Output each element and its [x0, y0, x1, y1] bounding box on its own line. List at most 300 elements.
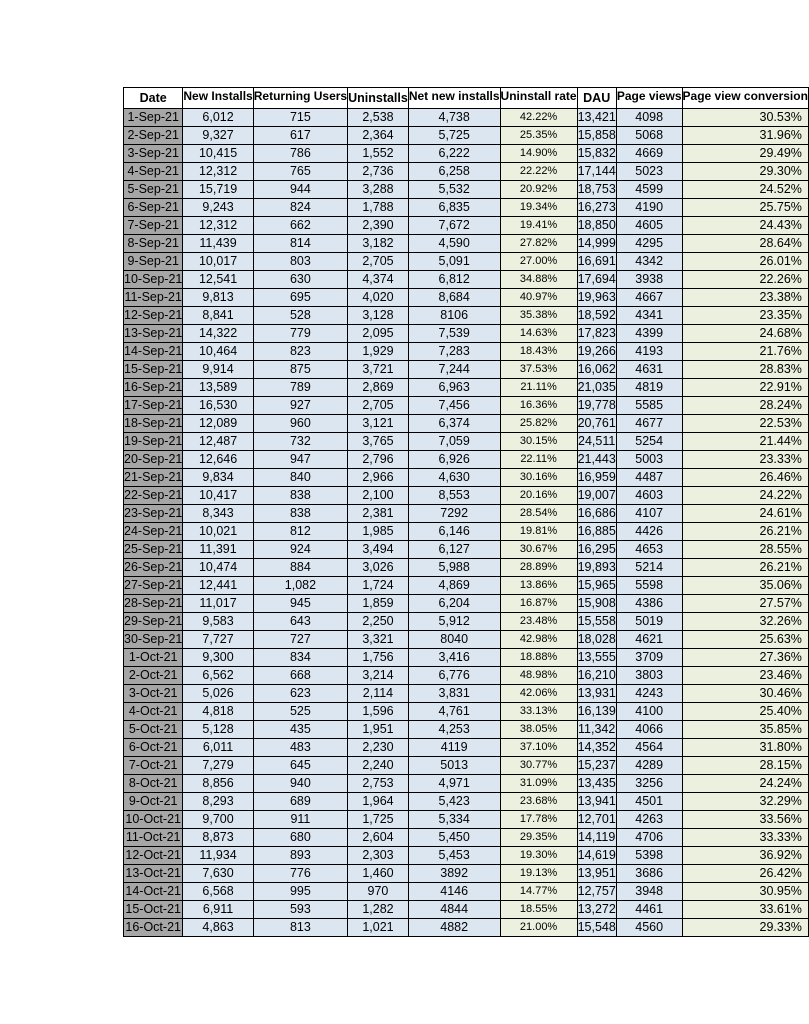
cell-uninstalls[interactable]: 3,321 [348, 631, 409, 649]
cell-returning-users[interactable]: 789 [253, 379, 347, 397]
cell-page-view-conversion[interactable]: 31.80% [682, 739, 808, 757]
cell-dau[interactable]: 14,619 [577, 847, 616, 865]
cell-returning-users[interactable]: 727 [253, 631, 347, 649]
cell-page-views[interactable]: 4599 [616, 181, 682, 199]
cell-date[interactable]: 18-Sep-21 [124, 415, 183, 433]
cell-uninstalls[interactable]: 2,869 [348, 379, 409, 397]
cell-uninstall-rate[interactable]: 19.13% [500, 865, 577, 883]
cell-net-new-installs[interactable]: 5,912 [408, 613, 500, 631]
cell-net-new-installs[interactable]: 6,222 [408, 145, 500, 163]
cell-page-views[interactable]: 4677 [616, 415, 682, 433]
cell-page-views[interactable]: 4564 [616, 739, 682, 757]
cell-date[interactable]: 15-Oct-21 [124, 901, 183, 919]
cell-page-view-conversion[interactable]: 25.75% [682, 199, 808, 217]
cell-returning-users[interactable]: 715 [253, 109, 347, 127]
cell-date[interactable]: 11-Sep-21 [124, 289, 183, 307]
cell-dau[interactable]: 14,352 [577, 739, 616, 757]
cell-new-installs[interactable]: 6,568 [183, 883, 253, 901]
cell-page-views[interactable]: 4560 [616, 919, 682, 937]
cell-uninstall-rate[interactable]: 35.38% [500, 307, 577, 325]
cell-uninstall-rate[interactable]: 38.05% [500, 721, 577, 739]
cell-uninstall-rate[interactable]: 17.78% [500, 811, 577, 829]
cell-uninstalls[interactable]: 1,021 [348, 919, 409, 937]
cell-uninstalls[interactable]: 4,020 [348, 289, 409, 307]
cell-date[interactable]: 30-Sep-21 [124, 631, 183, 649]
cell-net-new-installs[interactable]: 6,204 [408, 595, 500, 613]
cell-returning-users[interactable]: 940 [253, 775, 347, 793]
cell-page-view-conversion[interactable]: 23.33% [682, 451, 808, 469]
cell-net-new-installs[interactable]: 4,761 [408, 703, 500, 721]
cell-returning-users[interactable]: 623 [253, 685, 347, 703]
cell-new-installs[interactable]: 11,017 [183, 595, 253, 613]
cell-net-new-installs[interactable]: 7,672 [408, 217, 500, 235]
cell-dau[interactable]: 12,701 [577, 811, 616, 829]
cell-returning-users[interactable]: 911 [253, 811, 347, 829]
cell-new-installs[interactable]: 5,026 [183, 685, 253, 703]
cell-uninstalls[interactable]: 1,859 [348, 595, 409, 613]
cell-page-view-conversion[interactable]: 26.01% [682, 253, 808, 271]
cell-uninstalls[interactable]: 3,128 [348, 307, 409, 325]
cell-uninstalls[interactable]: 1,756 [348, 649, 409, 667]
cell-uninstall-rate[interactable]: 30.15% [500, 433, 577, 451]
cell-returning-users[interactable]: 786 [253, 145, 347, 163]
cell-dau[interactable]: 16,959 [577, 469, 616, 487]
cell-new-installs[interactable]: 10,017 [183, 253, 253, 271]
cell-page-view-conversion[interactable]: 25.40% [682, 703, 808, 721]
cell-page-view-conversion[interactable]: 21.44% [682, 433, 808, 451]
cell-page-views[interactable]: 5019 [616, 613, 682, 631]
header-dau[interactable]: DAU [577, 88, 616, 109]
cell-page-views[interactable]: 4341 [616, 307, 682, 325]
cell-dau[interactable]: 15,965 [577, 577, 616, 595]
cell-uninstalls[interactable]: 1,929 [348, 343, 409, 361]
cell-new-installs[interactable]: 4,818 [183, 703, 253, 721]
cell-returning-users[interactable]: 960 [253, 415, 347, 433]
cell-returning-users[interactable]: 944 [253, 181, 347, 199]
cell-page-view-conversion[interactable]: 24.43% [682, 217, 808, 235]
cell-new-installs[interactable]: 7,630 [183, 865, 253, 883]
cell-date[interactable]: 14-Sep-21 [124, 343, 183, 361]
cell-page-views[interactable]: 3686 [616, 865, 682, 883]
cell-returning-users[interactable]: 812 [253, 523, 347, 541]
cell-returning-users[interactable]: 814 [253, 235, 347, 253]
cell-page-view-conversion[interactable]: 23.35% [682, 307, 808, 325]
cell-new-installs[interactable]: 8,856 [183, 775, 253, 793]
cell-net-new-installs[interactable]: 4119 [408, 739, 500, 757]
cell-uninstall-rate[interactable]: 23.68% [500, 793, 577, 811]
cell-returning-users[interactable]: 823 [253, 343, 347, 361]
cell-new-installs[interactable]: 9,583 [183, 613, 253, 631]
cell-date[interactable]: 19-Sep-21 [124, 433, 183, 451]
cell-returning-users[interactable]: 824 [253, 199, 347, 217]
cell-new-installs[interactable]: 6,011 [183, 739, 253, 757]
cell-uninstall-rate[interactable]: 14.77% [500, 883, 577, 901]
header-uninstall-rate[interactable]: Uninstall rate [500, 88, 577, 109]
cell-page-views[interactable]: 4653 [616, 541, 682, 559]
cell-uninstall-rate[interactable]: 42.98% [500, 631, 577, 649]
cell-date[interactable]: 10-Sep-21 [124, 271, 183, 289]
header-page-views[interactable]: Page views [616, 88, 682, 109]
cell-net-new-installs[interactable]: 6,146 [408, 523, 500, 541]
cell-page-views[interactable]: 4603 [616, 487, 682, 505]
cell-page-views[interactable]: 5023 [616, 163, 682, 181]
cell-page-views[interactable]: 4190 [616, 199, 682, 217]
cell-dau[interactable]: 16,210 [577, 667, 616, 685]
cell-dau[interactable]: 21,035 [577, 379, 616, 397]
cell-uninstall-rate[interactable]: 33.13% [500, 703, 577, 721]
cell-dau[interactable]: 11,342 [577, 721, 616, 739]
cell-dau[interactable]: 12,757 [577, 883, 616, 901]
cell-uninstall-rate[interactable]: 22.22% [500, 163, 577, 181]
cell-net-new-installs[interactable]: 5,532 [408, 181, 500, 199]
cell-uninstall-rate[interactable]: 14.90% [500, 145, 577, 163]
cell-new-installs[interactable]: 8,343 [183, 505, 253, 523]
cell-net-new-installs[interactable]: 3,416 [408, 649, 500, 667]
cell-new-installs[interactable]: 12,441 [183, 577, 253, 595]
cell-uninstall-rate[interactable]: 19.41% [500, 217, 577, 235]
cell-uninstall-rate[interactable]: 16.36% [500, 397, 577, 415]
cell-dau[interactable]: 16,885 [577, 523, 616, 541]
cell-dau[interactable]: 17,823 [577, 325, 616, 343]
cell-uninstalls[interactable]: 2,966 [348, 469, 409, 487]
cell-page-view-conversion[interactable]: 21.76% [682, 343, 808, 361]
cell-net-new-installs[interactable]: 3,831 [408, 685, 500, 703]
cell-page-view-conversion[interactable]: 26.46% [682, 469, 808, 487]
cell-net-new-installs[interactable]: 6,127 [408, 541, 500, 559]
cell-page-views[interactable]: 4819 [616, 379, 682, 397]
cell-date[interactable]: 5-Oct-21 [124, 721, 183, 739]
cell-dau[interactable]: 18,592 [577, 307, 616, 325]
cell-returning-users[interactable]: 945 [253, 595, 347, 613]
cell-returning-users[interactable]: 813 [253, 919, 347, 937]
cell-uninstalls[interactable]: 1,724 [348, 577, 409, 595]
cell-page-view-conversion[interactable]: 26.21% [682, 559, 808, 577]
cell-date[interactable]: 23-Sep-21 [124, 505, 183, 523]
cell-uninstall-rate[interactable]: 16.87% [500, 595, 577, 613]
cell-page-views[interactable]: 4621 [616, 631, 682, 649]
cell-returning-users[interactable]: 779 [253, 325, 347, 343]
cell-returning-users[interactable]: 927 [253, 397, 347, 415]
cell-uninstall-rate[interactable]: 28.54% [500, 505, 577, 523]
cell-uninstalls[interactable]: 1,460 [348, 865, 409, 883]
cell-page-view-conversion[interactable]: 23.38% [682, 289, 808, 307]
cell-dau[interactable]: 21,443 [577, 451, 616, 469]
cell-dau[interactable]: 16,139 [577, 703, 616, 721]
cell-page-views[interactable]: 4100 [616, 703, 682, 721]
cell-new-installs[interactable]: 6,562 [183, 667, 253, 685]
cell-returning-users[interactable]: 840 [253, 469, 347, 487]
cell-page-views[interactable]: 4107 [616, 505, 682, 523]
cell-page-view-conversion[interactable]: 22.91% [682, 379, 808, 397]
cell-returning-users[interactable]: 689 [253, 793, 347, 811]
cell-date[interactable]: 14-Oct-21 [124, 883, 183, 901]
cell-dau[interactable]: 16,686 [577, 505, 616, 523]
cell-page-view-conversion[interactable]: 25.63% [682, 631, 808, 649]
cell-page-views[interactable]: 3709 [616, 649, 682, 667]
cell-page-view-conversion[interactable]: 28.55% [682, 541, 808, 559]
cell-new-installs[interactable]: 12,487 [183, 433, 253, 451]
cell-new-installs[interactable]: 10,021 [183, 523, 253, 541]
cell-uninstalls[interactable]: 2,250 [348, 613, 409, 631]
cell-net-new-installs[interactable]: 7,244 [408, 361, 500, 379]
cell-dau[interactable]: 16,273 [577, 199, 616, 217]
cell-uninstalls[interactable]: 1,788 [348, 199, 409, 217]
cell-page-views[interactable]: 4669 [616, 145, 682, 163]
cell-returning-users[interactable]: 947 [253, 451, 347, 469]
cell-dau[interactable]: 19,893 [577, 559, 616, 577]
cell-date[interactable]: 22-Sep-21 [124, 487, 183, 505]
cell-net-new-installs[interactable]: 6,926 [408, 451, 500, 469]
cell-date[interactable]: 11-Oct-21 [124, 829, 183, 847]
cell-returning-users[interactable]: 776 [253, 865, 347, 883]
cell-page-views[interactable]: 4289 [616, 757, 682, 775]
cell-page-views[interactable]: 4193 [616, 343, 682, 361]
cell-page-views[interactable]: 4667 [616, 289, 682, 307]
cell-date[interactable]: 8-Sep-21 [124, 235, 183, 253]
cell-uninstall-rate[interactable]: 30.67% [500, 541, 577, 559]
cell-uninstall-rate[interactable]: 22.11% [500, 451, 577, 469]
cell-dau[interactable]: 19,266 [577, 343, 616, 361]
cell-page-views[interactable]: 4487 [616, 469, 682, 487]
cell-dau[interactable]: 13,421 [577, 109, 616, 127]
cell-returning-users[interactable]: 483 [253, 739, 347, 757]
cell-uninstalls[interactable]: 3,214 [348, 667, 409, 685]
cell-page-views[interactable]: 4706 [616, 829, 682, 847]
cell-date[interactable]: 13-Sep-21 [124, 325, 183, 343]
cell-uninstalls[interactable]: 2,390 [348, 217, 409, 235]
cell-new-installs[interactable]: 6,911 [183, 901, 253, 919]
cell-date[interactable]: 28-Sep-21 [124, 595, 183, 613]
cell-uninstall-rate[interactable]: 18.55% [500, 901, 577, 919]
cell-uninstalls[interactable]: 970 [348, 883, 409, 901]
cell-net-new-installs[interactable]: 6,776 [408, 667, 500, 685]
cell-page-views[interactable]: 3803 [616, 667, 682, 685]
cell-new-installs[interactable]: 11,439 [183, 235, 253, 253]
cell-new-installs[interactable]: 12,541 [183, 271, 253, 289]
cell-new-installs[interactable]: 12,312 [183, 163, 253, 181]
cell-page-view-conversion[interactable]: 22.26% [682, 271, 808, 289]
cell-returning-users[interactable]: 695 [253, 289, 347, 307]
cell-date[interactable]: 8-Oct-21 [124, 775, 183, 793]
cell-page-view-conversion[interactable]: 29.30% [682, 163, 808, 181]
cell-returning-users[interactable]: 525 [253, 703, 347, 721]
cell-date[interactable]: 1-Sep-21 [124, 109, 183, 127]
cell-new-installs[interactable]: 12,312 [183, 217, 253, 235]
cell-returning-users[interactable]: 995 [253, 883, 347, 901]
cell-net-new-installs[interactable]: 4882 [408, 919, 500, 937]
cell-returning-users[interactable]: 617 [253, 127, 347, 145]
cell-new-installs[interactable]: 16,530 [183, 397, 253, 415]
cell-net-new-installs[interactable]: 4,738 [408, 109, 500, 127]
cell-page-view-conversion[interactable]: 33.33% [682, 829, 808, 847]
cell-dau[interactable]: 15,858 [577, 127, 616, 145]
cell-date[interactable]: 13-Oct-21 [124, 865, 183, 883]
cell-date[interactable]: 20-Sep-21 [124, 451, 183, 469]
cell-uninstalls[interactable]: 3,494 [348, 541, 409, 559]
cell-page-views[interactable]: 4605 [616, 217, 682, 235]
cell-page-views[interactable]: 4461 [616, 901, 682, 919]
header-net-new-installs[interactable]: Net new installs [408, 88, 500, 109]
cell-net-new-installs[interactable]: 6,374 [408, 415, 500, 433]
header-uninstalls[interactable]: Uninstalls [348, 88, 409, 109]
cell-date[interactable]: 6-Sep-21 [124, 199, 183, 217]
cell-dau[interactable]: 13,555 [577, 649, 616, 667]
cell-returning-users[interactable]: 643 [253, 613, 347, 631]
cell-net-new-installs[interactable]: 7,059 [408, 433, 500, 451]
cell-page-view-conversion[interactable]: 33.56% [682, 811, 808, 829]
cell-uninstalls[interactable]: 3,121 [348, 415, 409, 433]
cell-page-view-conversion[interactable]: 24.68% [682, 325, 808, 343]
cell-uninstall-rate[interactable]: 19.34% [500, 199, 577, 217]
cell-page-views[interactable]: 4066 [616, 721, 682, 739]
cell-returning-users[interactable]: 803 [253, 253, 347, 271]
cell-new-installs[interactable]: 8,841 [183, 307, 253, 325]
cell-returning-users[interactable]: 893 [253, 847, 347, 865]
cell-dau[interactable]: 17,694 [577, 271, 616, 289]
cell-uninstall-rate[interactable]: 20.92% [500, 181, 577, 199]
cell-date[interactable]: 12-Sep-21 [124, 307, 183, 325]
cell-uninstall-rate[interactable]: 19.81% [500, 523, 577, 541]
cell-uninstall-rate[interactable]: 18.43% [500, 343, 577, 361]
cell-date[interactable]: 26-Sep-21 [124, 559, 183, 577]
cell-new-installs[interactable]: 7,727 [183, 631, 253, 649]
cell-uninstall-rate[interactable]: 28.89% [500, 559, 577, 577]
cell-returning-users[interactable]: 1,082 [253, 577, 347, 595]
cell-date[interactable]: 3-Oct-21 [124, 685, 183, 703]
cell-uninstall-rate[interactable]: 23.48% [500, 613, 577, 631]
cell-uninstalls[interactable]: 2,705 [348, 397, 409, 415]
cell-returning-users[interactable]: 838 [253, 487, 347, 505]
cell-date[interactable]: 4-Oct-21 [124, 703, 183, 721]
cell-net-new-installs[interactable]: 4,869 [408, 577, 500, 595]
cell-uninstalls[interactable]: 2,796 [348, 451, 409, 469]
cell-net-new-installs[interactable]: 5,725 [408, 127, 500, 145]
cell-net-new-installs[interactable]: 7292 [408, 505, 500, 523]
cell-uninstall-rate[interactable]: 27.00% [500, 253, 577, 271]
cell-uninstall-rate[interactable]: 37.10% [500, 739, 577, 757]
cell-uninstall-rate[interactable]: 34.88% [500, 271, 577, 289]
cell-net-new-installs[interactable]: 6,963 [408, 379, 500, 397]
cell-date[interactable]: 24-Sep-21 [124, 523, 183, 541]
cell-new-installs[interactable]: 5,128 [183, 721, 253, 739]
cell-page-view-conversion[interactable]: 22.53% [682, 415, 808, 433]
cell-uninstall-rate[interactable]: 30.16% [500, 469, 577, 487]
cell-uninstalls[interactable]: 3,026 [348, 559, 409, 577]
cell-page-views[interactable]: 3948 [616, 883, 682, 901]
cell-returning-users[interactable]: 593 [253, 901, 347, 919]
cell-uninstalls[interactable]: 3,182 [348, 235, 409, 253]
cell-new-installs[interactable]: 9,327 [183, 127, 253, 145]
cell-page-views[interactable]: 5585 [616, 397, 682, 415]
cell-dau[interactable]: 13,272 [577, 901, 616, 919]
cell-page-view-conversion[interactable]: 31.96% [682, 127, 808, 145]
cell-net-new-installs[interactable]: 4,630 [408, 469, 500, 487]
cell-new-installs[interactable]: 7,279 [183, 757, 253, 775]
cell-new-installs[interactable]: 12,646 [183, 451, 253, 469]
cell-date[interactable]: 16-Sep-21 [124, 379, 183, 397]
cell-new-installs[interactable]: 9,700 [183, 811, 253, 829]
cell-new-installs[interactable]: 14,322 [183, 325, 253, 343]
cell-uninstalls[interactable]: 2,114 [348, 685, 409, 703]
cell-new-installs[interactable]: 10,415 [183, 145, 253, 163]
cell-page-view-conversion[interactable]: 28.24% [682, 397, 808, 415]
cell-returning-users[interactable]: 645 [253, 757, 347, 775]
cell-new-installs[interactable]: 9,834 [183, 469, 253, 487]
cell-uninstall-rate[interactable]: 30.77% [500, 757, 577, 775]
cell-uninstalls[interactable]: 4,374 [348, 271, 409, 289]
cell-uninstall-rate[interactable]: 13.86% [500, 577, 577, 595]
cell-new-installs[interactable]: 6,012 [183, 109, 253, 127]
cell-date[interactable]: 9-Sep-21 [124, 253, 183, 271]
cell-new-installs[interactable]: 8,293 [183, 793, 253, 811]
cell-dau[interactable]: 13,951 [577, 865, 616, 883]
cell-uninstalls[interactable]: 3,288 [348, 181, 409, 199]
cell-date[interactable]: 10-Oct-21 [124, 811, 183, 829]
cell-net-new-installs[interactable]: 6,835 [408, 199, 500, 217]
cell-page-view-conversion[interactable]: 32.26% [682, 613, 808, 631]
cell-uninstall-rate[interactable]: 31.09% [500, 775, 577, 793]
cell-date[interactable]: 21-Sep-21 [124, 469, 183, 487]
cell-page-view-conversion[interactable]: 23.46% [682, 667, 808, 685]
cell-date[interactable]: 7-Sep-21 [124, 217, 183, 235]
cell-net-new-installs[interactable]: 4146 [408, 883, 500, 901]
cell-date[interactable]: 25-Sep-21 [124, 541, 183, 559]
cell-dau[interactable]: 15,237 [577, 757, 616, 775]
cell-net-new-installs[interactable]: 6,258 [408, 163, 500, 181]
cell-net-new-installs[interactable]: 5,453 [408, 847, 500, 865]
cell-date[interactable]: 2-Sep-21 [124, 127, 183, 145]
cell-uninstalls[interactable]: 1,964 [348, 793, 409, 811]
cell-net-new-installs[interactable]: 4,253 [408, 721, 500, 739]
cell-uninstalls[interactable]: 1,552 [348, 145, 409, 163]
cell-dau[interactable]: 19,778 [577, 397, 616, 415]
cell-page-views[interactable]: 3256 [616, 775, 682, 793]
cell-net-new-installs[interactable]: 8,684 [408, 289, 500, 307]
cell-dau[interactable]: 19,007 [577, 487, 616, 505]
cell-page-view-conversion[interactable]: 32.29% [682, 793, 808, 811]
cell-uninstall-rate[interactable]: 27.82% [500, 235, 577, 253]
cell-dau[interactable]: 17,144 [577, 163, 616, 181]
cell-uninstall-rate[interactable]: 37.53% [500, 361, 577, 379]
cell-dau[interactable]: 20,761 [577, 415, 616, 433]
cell-page-view-conversion[interactable]: 27.57% [682, 595, 808, 613]
cell-date[interactable]: 5-Sep-21 [124, 181, 183, 199]
cell-uninstalls[interactable]: 2,736 [348, 163, 409, 181]
cell-returning-users[interactable]: 435 [253, 721, 347, 739]
cell-page-views[interactable]: 5214 [616, 559, 682, 577]
cell-dau[interactable]: 18,850 [577, 217, 616, 235]
cell-date[interactable]: 3-Sep-21 [124, 145, 183, 163]
cell-dau[interactable]: 16,691 [577, 253, 616, 271]
cell-new-installs[interactable]: 9,243 [183, 199, 253, 217]
cell-uninstalls[interactable]: 1,951 [348, 721, 409, 739]
cell-uninstall-rate[interactable]: 42.06% [500, 685, 577, 703]
cell-net-new-installs[interactable]: 5013 [408, 757, 500, 775]
cell-page-views[interactable]: 4342 [616, 253, 682, 271]
cell-new-installs[interactable]: 10,474 [183, 559, 253, 577]
cell-page-view-conversion[interactable]: 24.22% [682, 487, 808, 505]
cell-new-installs[interactable]: 12,089 [183, 415, 253, 433]
cell-returning-users[interactable]: 765 [253, 163, 347, 181]
cell-page-view-conversion[interactable]: 30.95% [682, 883, 808, 901]
cell-net-new-installs[interactable]: 4,971 [408, 775, 500, 793]
cell-dau[interactable]: 19,963 [577, 289, 616, 307]
cell-uninstall-rate[interactable]: 21.00% [500, 919, 577, 937]
cell-returning-users[interactable]: 838 [253, 505, 347, 523]
cell-page-views[interactable]: 4295 [616, 235, 682, 253]
cell-dau[interactable]: 16,062 [577, 361, 616, 379]
cell-page-view-conversion[interactable]: 28.83% [682, 361, 808, 379]
